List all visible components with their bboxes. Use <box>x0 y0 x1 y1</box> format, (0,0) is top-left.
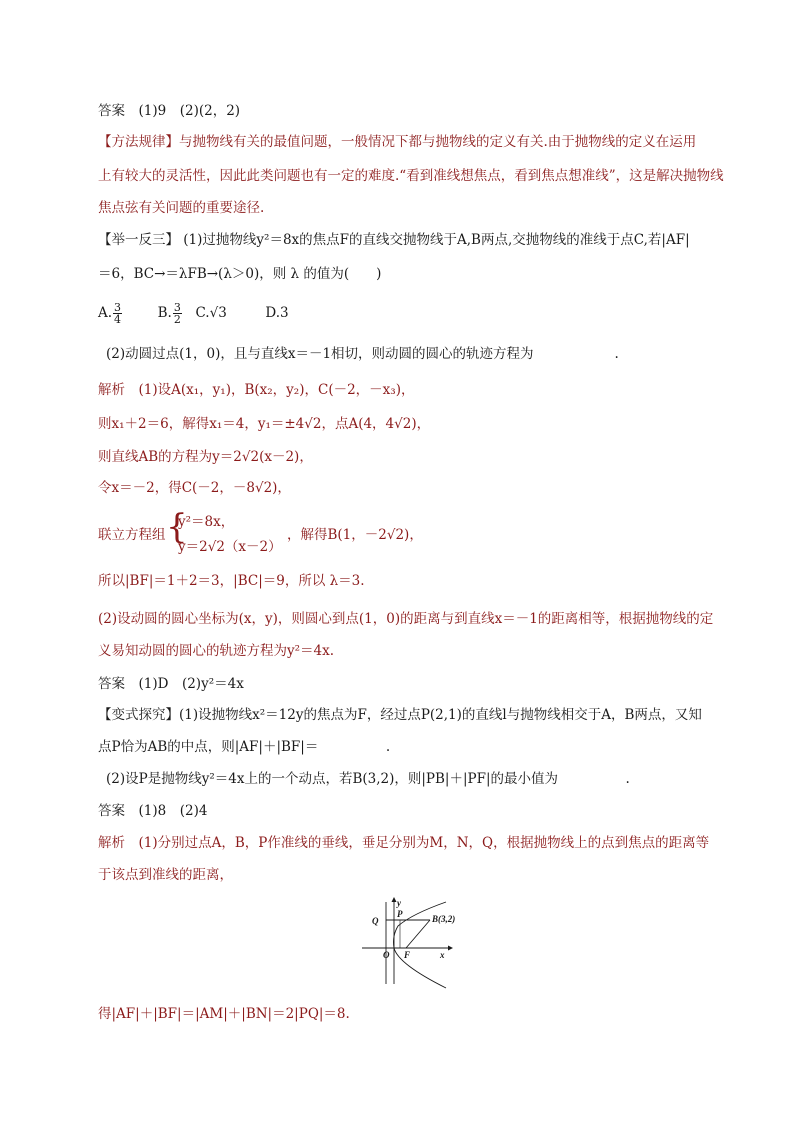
option-c: C.√3 <box>195 305 227 321</box>
option-b-denominator: 2 <box>173 313 181 326</box>
figure-label-o: O <box>383 950 390 960</box>
solution2-line-2: 于该点到准线的距离， <box>98 867 233 883</box>
example-options <box>98 302 289 325</box>
answer-line-1: 答案 (1)9 (2)(2，2) <box>98 103 241 119</box>
solution-line-6: 所以|BF|＝1＋2＝3，|BC|＝9，所以 λ＝3. <box>98 573 365 589</box>
solution2-line-3: 得|AF|＋|BF|＝|AM|＋|BN|＝2|PQ|＝8. <box>98 1006 350 1022</box>
system-brace: { <box>166 507 188 547</box>
answer-line-3: 答案 (1)8 (2)4 <box>98 803 208 819</box>
variant-line-1: 【变式探究】(1)设抛物线x²＝12y的焦点为F，经过点P(2,1)的直线l与抛物线相交于A，B两点，又知 <box>98 707 702 723</box>
method-line-3: 焦点弦有关问题的重要途径. <box>98 200 265 216</box>
figure-label-q: Q <box>372 916 379 926</box>
example-line-2: ＝6，BC→＝λFB→(λ＞0)，则 λ 的值为( ) <box>98 266 382 282</box>
segment-b-to-f <box>406 920 430 948</box>
figure-label-b: B(3,2) <box>432 914 456 924</box>
figure-label-y: y <box>397 898 401 908</box>
system-equation-1: y²＝8x， <box>178 514 235 530</box>
solution-line-8: 义易知动圆的圆心的轨迹方程为y²＝4x. <box>98 643 335 659</box>
option-a-fraction <box>113 302 122 325</box>
solution-line-1: 解析 (1)设A(x₁，y₁)，B(x₂，y₂)，C(－2，－x₃)， <box>98 382 415 398</box>
figure-label-x: x <box>440 950 445 960</box>
figure-label-f: F <box>404 950 411 960</box>
example-line-4: (2)动圆过点(1，0)，且与直线x＝－1相切，则动圆的圆心的轨迹方程为 . <box>106 346 619 362</box>
option-d: D.3 <box>265 305 289 321</box>
option-a-denominator: 4 <box>114 313 122 326</box>
solution-line-7: (2)设动圆的圆心坐标为(x，y)，则圆心到点(1，0)的距离与到直线x＝－1的距离相等，根据抛物线的定 <box>98 611 714 627</box>
y-axis-arrow <box>392 897 397 902</box>
solution-line-5-suffix: ，解得B(1，－2√2)， <box>287 527 423 543</box>
variant-line-2: 点P恰为AB的中点，则|AF|＋|BF|＝ . <box>98 739 391 755</box>
example-line-1: 【举一反三】 (1)过抛物线y²＝8x的焦点F的直线交抛物线于A,B两点,交抛物线的准线于点C,若|AF| <box>98 232 690 248</box>
option-b-numerator: 3 <box>173 301 181 314</box>
option-a-numerator: 3 <box>114 301 122 314</box>
parabola-figure <box>360 896 460 996</box>
system-equation-2: y＝2√2（x－2） <box>178 539 282 555</box>
option-b-fraction <box>173 302 182 325</box>
answer-line-2: 答案 (1)D (2)y²＝4x <box>98 676 244 692</box>
x-axis-arrow <box>448 946 453 951</box>
figure-label-p: P <box>397 909 403 919</box>
solution-line-4: 令x＝－2，得C(－2，－8√2)， <box>98 480 291 496</box>
solution-line-2: 则x₁＋2＝6，解得x₁＝4，y₁＝±4√2，点A(4，4√2)， <box>98 416 431 432</box>
solution-line-5-prefix: 联立方程组 <box>98 527 166 543</box>
method-line-1: 【方法规律】与抛物线有关的最值问题，一般情况下都与抛物线的定义有关.由于抛物线的定义在运用 <box>98 134 697 150</box>
option-b-prefix: B. <box>157 305 172 321</box>
variant-line-3: (2)设P是抛物线y²＝4x上的一个动点，若B(3,2)，则|PB|＋|PF|的最小值为 . <box>106 771 630 787</box>
method-line-2: 上有较大的灵活性，因此此类问题也有一定的难度.“看到准线想焦点，看到焦点想准线”，这是解决抛物线 <box>98 168 724 184</box>
option-a-prefix: A. <box>98 305 113 321</box>
solution2-line-1: 解析 (1)分别过点A，B，P作准线的垂线，垂足分别为M，N，Q，根据抛物线上的点到焦点的距离等 <box>98 835 710 851</box>
solution-line-3: 则直线AB的方程为y＝2√2(x－2)， <box>98 449 313 465</box>
